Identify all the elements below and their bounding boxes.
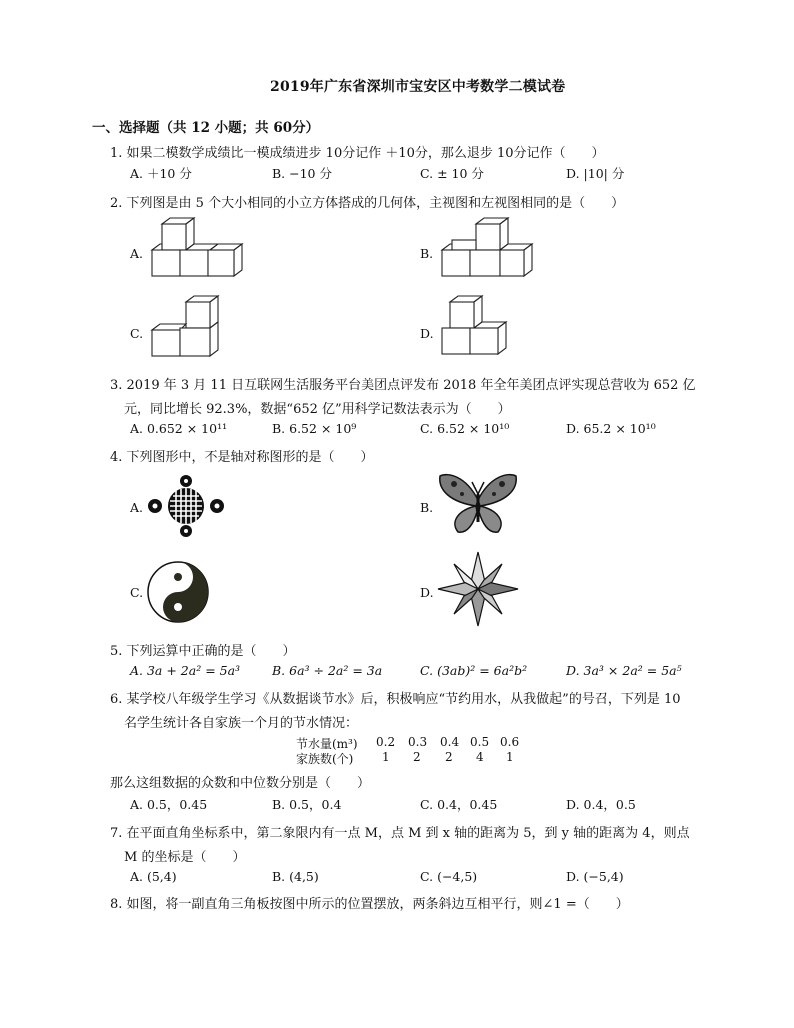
- cubes-figure-a[interactable]: [150, 216, 250, 284]
- table-cell: 2: [445, 750, 453, 764]
- question-5-stem: 5. 下列运算中正确的是（ ）: [110, 644, 296, 659]
- question-6-stem-line2: 名学生统计各自家族一个月的节水情况：: [124, 716, 359, 731]
- q3-option-b[interactable]: B. 6.52 × 10⁹: [272, 421, 357, 436]
- q4-label-c[interactable]: C.: [130, 585, 144, 600]
- q4-label-b[interactable]: B.: [420, 500, 434, 515]
- cubes-figure-d[interactable]: [440, 296, 540, 364]
- q6-option-c[interactable]: C. 0.4，0.45: [420, 797, 498, 812]
- chinese-knot-icon[interactable]: [146, 474, 226, 538]
- question-1-stem: 1. 如果二模数学成绩比一模成绩进步 10分记作 ＋10分，那么退步 10分记作（ ）: [110, 146, 605, 161]
- q3-option-d[interactable]: D. 65.2 × 10¹⁰: [566, 421, 656, 436]
- q1-option-a[interactable]: A. ＋10 分: [130, 166, 192, 181]
- question-7-stem-line1: 7. 在平面直角坐标系中，第二象限内有一点 M，点 M 到 x 轴的距离为 5，到 y 轴的距离为 4，则点: [110, 826, 690, 841]
- table-cell: 0.4: [440, 735, 460, 749]
- q3-option-c[interactable]: C. 6.52 × 10¹⁰: [420, 421, 510, 436]
- compass-star-icon[interactable]: [436, 550, 520, 628]
- table-row-head-families: 家族数(个): [296, 752, 354, 766]
- q7-option-c[interactable]: C. (−4,5): [420, 869, 478, 884]
- table-cell: 0.3: [408, 735, 428, 749]
- q2-label-a[interactable]: A.: [130, 246, 144, 261]
- yin-yang-icon[interactable]: [146, 560, 210, 624]
- section-heading: 一、选择题（共 12 小题；共 60分）: [92, 120, 320, 136]
- q1-option-b[interactable]: B. −10 分: [272, 166, 332, 181]
- cubes-figure-c[interactable]: [150, 296, 250, 364]
- q6-option-a[interactable]: A. 0.5，0.45: [130, 797, 208, 812]
- q5-option-d[interactable]: D. 3a³ × 2a² = 5a⁵: [566, 663, 682, 678]
- table-cell: 0.6: [500, 735, 520, 749]
- question-8-stem: 8. 如图，将一副直角三角板按图中所示的位置摆放，两条斜边互相平行，则∠1 =（ ）: [110, 897, 629, 912]
- q3-option-a[interactable]: A. 0.652 × 10¹¹: [130, 421, 228, 436]
- table-cell: 1: [382, 750, 390, 764]
- question-4-stem: 4. 下列图形中，不是轴对称图形的是（ ）: [110, 450, 374, 465]
- question-6-stem-line3: 那么这组数据的众数和中位数分别是（ ）: [110, 776, 371, 791]
- question-2-stem: 2. 下列图是由 5 个大小相同的小立方体搭成的几何体，主视图和左视图相同的是（ ）: [110, 196, 625, 211]
- q1-option-d[interactable]: D. |10| 分: [566, 166, 625, 181]
- table-row-head-water: 节水量(m³): [296, 737, 358, 751]
- page-title: 2019年广东省深圳市宝安区中考数学二模试卷: [270, 79, 566, 95]
- q5-option-c[interactable]: C. (3ab)² = 6a²b²: [420, 663, 528, 678]
- q5-option-a[interactable]: A. 3a + 2a² = 5a³: [130, 663, 241, 678]
- q4-label-d[interactable]: D.: [420, 585, 434, 600]
- q6-option-d[interactable]: D. 0.4，0.5: [566, 797, 636, 812]
- question-3-stem-line1: 3. 2019 年 3 月 11 日互联网生活服务平台美团点评发布 2018 年全年美团点评实现总营收为 652 亿: [110, 378, 696, 393]
- question-6-stem-line1: 6. 某学校八年级学生学习《从数据谈节水》后，积极响应“节约用水，从我做起”的号召，下列是 10: [110, 692, 681, 707]
- q4-label-a[interactable]: A.: [130, 500, 144, 515]
- q2-label-b[interactable]: B.: [420, 246, 434, 261]
- butterfly-icon[interactable]: [436, 470, 520, 538]
- q5-option-b[interactable]: B. 6a³ ÷ 2a² = 3a: [272, 663, 383, 678]
- q1-option-c[interactable]: C. ± 10 分: [420, 166, 484, 181]
- table-cell: 0.2: [376, 735, 396, 749]
- table-cell: 4: [476, 750, 484, 764]
- question-3-stem-line2: 元，同比增长 92.3%，数据“652 亿”用科学记数法表示为（ ）: [124, 402, 511, 417]
- q7-option-a[interactable]: A. (5,4): [130, 869, 177, 884]
- q7-option-d[interactable]: D. (−5,4): [566, 869, 624, 884]
- question-7-stem-line2: M 的坐标是（ ）: [124, 850, 246, 865]
- table-cell: 1: [506, 750, 514, 764]
- q7-option-b[interactable]: B. (4,5): [272, 869, 319, 884]
- q6-option-b[interactable]: B. 0.5，0.4: [272, 797, 342, 812]
- q2-label-c[interactable]: C.: [130, 326, 144, 341]
- table-cell: 2: [413, 750, 421, 764]
- cubes-figure-b[interactable]: [440, 216, 540, 284]
- q2-label-d[interactable]: D.: [420, 326, 434, 341]
- table-cell: 0.5: [470, 735, 490, 749]
